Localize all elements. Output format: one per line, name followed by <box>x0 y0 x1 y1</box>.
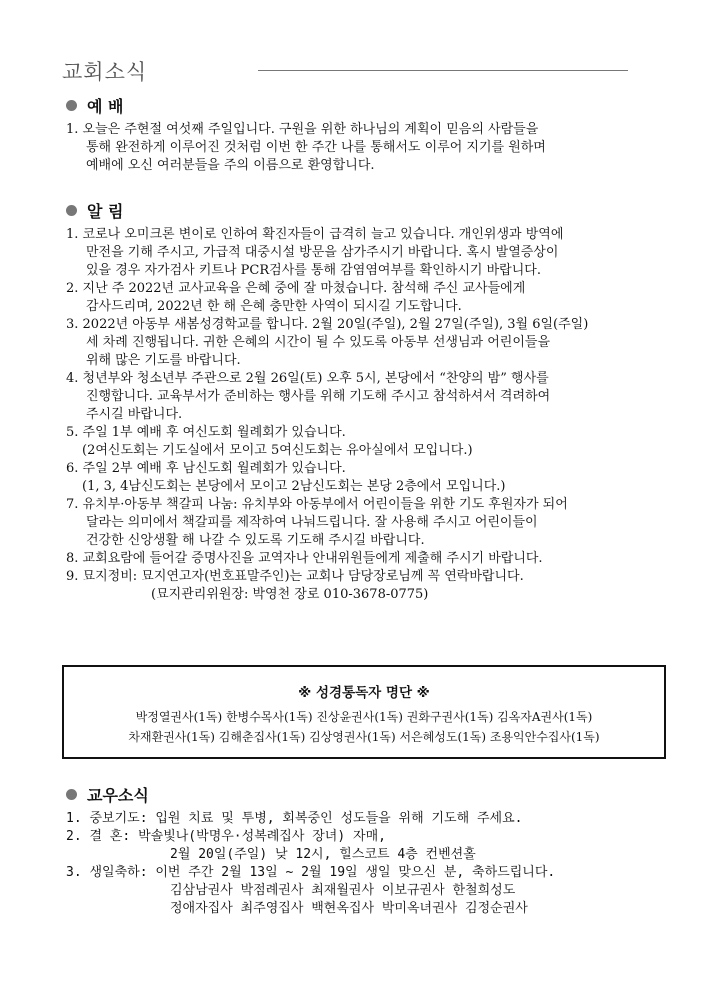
list-item <box>66 810 676 828</box>
item-line: 5. 주일 1부 예배 후 여신도회 월례회가 있습니다. <box>66 425 346 440</box>
item-line: 주시길 바랍니다. <box>86 407 183 422</box>
bullet-icon <box>66 205 77 216</box>
item-line: 2. 결 혼: 박솔빛나(박명우·성복례집사 장녀) 자매, <box>66 829 386 844</box>
item-line: 1. 코로나 오미크론 변이로 인하여 확진자들이 급격히 늘고 있습니다. 개인위생과 방역에 <box>66 227 564 242</box>
notices-heading-text: 알 림 <box>87 202 124 221</box>
list-item <box>66 370 676 424</box>
item-line: 만전을 기해 주시고, 가급적 대중시설 방문을 삼가주시기 바랍니다. 혹시 발열증상이 <box>86 245 559 260</box>
list-item <box>66 550 676 568</box>
item-line: 위해 많은 기도를 바랍니다. <box>86 353 241 368</box>
item-line: 있을 경우 자가검사 키트나 PCR검사를 통해 감염염여부를 확인하시기 바랍니다. <box>86 263 541 278</box>
list-item <box>66 460 676 496</box>
list-item <box>66 568 676 604</box>
bible-readers-line: 차재환권사(1독) 김해춘집사(1독) 김상영권사(1독) 서은혜성도(1독) 조용익안수집사(1독) <box>128 730 600 744</box>
list-item <box>66 864 676 918</box>
item-line: 7. 유치부·아동부 책갈피 나눔: 유치부와 아동부에서 어린이들을 위한 기도 후원자가 되어 <box>66 497 568 512</box>
worship-list <box>66 121 676 175</box>
list-item <box>66 121 676 175</box>
item-line: 6. 주일 2부 예배 후 남신도회 월례회가 있습니다. <box>66 461 346 476</box>
item-line: 8. 교회요람에 들어갈 증명사진을 교역자나 안내위원들에게 제출해 주시기 바랍니다. <box>66 551 543 566</box>
bible-readers-line: 박정열권사(1독) 한병수목사(1독) 진상윤권사(1독) 권화구권사(1독) 김옥자A권사(1독) <box>135 710 593 724</box>
item-line: 통해 완전하게 이루어진 것처럼 이번 한 주간 나를 통해서도 이루어 지기를 원하며 <box>86 140 546 155</box>
bible-readers-title: ※ 성경통독자 명단 ※ <box>298 685 430 701</box>
item-line: 4. 청년부와 청소년부 주관으로 2월 26일(토) 오후 5시, 본당에서 “찬양의 밤” 행사를 <box>66 371 549 386</box>
item-line: 3. 생일축하: 이번 주간 2월 13일 ~ 2월 19일 생일 맞으신 분, 축하드립니다. <box>66 865 556 880</box>
item-line: (묘지관리위원장: 박영천 장로 010-3678-0775) <box>151 587 429 602</box>
notices-heading <box>66 199 676 222</box>
member-news-list <box>66 810 676 918</box>
list-item <box>66 424 676 460</box>
item-line: 2. 지난 주 2022년 교사교육을 은혜 중에 잘 마쳤습니다. 참석해 주신 교사들에게 <box>66 281 526 296</box>
item-line: 달라는 의미에서 책갈피를 제작하여 나눠드립니다. 잘 사용해 주시고 어린이들이 <box>86 515 538 530</box>
list-item <box>66 496 676 550</box>
member-news-section <box>66 783 676 918</box>
member-news-heading-text: 교우소식 <box>87 786 149 805</box>
item-line: 3. 2022년 아동부 새봄성경학교를 합니다. 2월 20일(주일), 2월 27일(주일), 3월 6일(주일) <box>66 317 589 332</box>
list-item <box>66 226 676 280</box>
bullet-icon <box>66 789 77 800</box>
title-divider <box>258 70 628 71</box>
notices-list <box>66 226 676 604</box>
item-line: 2월 20일(주일) 낮 12시, 힐스코트 4층 컨벤션홀 <box>170 847 476 862</box>
member-news-heading <box>66 783 676 806</box>
list-item <box>66 316 676 370</box>
item-line: 진행합니다. 교육부서가 준비하는 행사를 위해 기도해 주시고 참석하셔서 격려하여 <box>86 389 551 404</box>
bullet-icon <box>66 100 77 111</box>
worship-section <box>66 94 676 175</box>
item-line: (1, 3, 4남신도회는 본당에서 모이고 2남신도회는 본당 2층에서 모입니다.) <box>82 479 506 494</box>
item-line: 9. 묘지정비: 묘지연고자(번호표말주인)는 교회나 담당장로님께 꼭 연락바랍니다. <box>66 569 524 584</box>
list-item <box>66 280 676 316</box>
item-line: 김삼남권사 박점례권사 최재월권사 이보규권사 한철희성도 <box>170 883 516 898</box>
item-line: (2여신도회는 기도실에서 모이고 5여신도회는 유아실에서 모입니다.) <box>82 443 473 458</box>
list-item <box>66 828 676 864</box>
item-line: 1. 중보기도: 입원 치료 및 투병, 회복중인 성도들을 위해 기도해 주세요. <box>66 811 523 826</box>
worship-heading <box>66 94 676 117</box>
item-line: 예배에 오신 여러분들을 주의 이름으로 환영합니다. <box>86 158 375 173</box>
item-line: 감사드리며, 2022년 한 해 은혜 충만한 사역이 되시길 기도합니다. <box>86 299 462 314</box>
item-line: 정애자집사 최주영집사 백현옥집사 박미옥녀권사 김정순권사 <box>170 901 528 916</box>
notices-section <box>66 199 676 604</box>
worship-heading-text: 예 배 <box>87 97 124 116</box>
item-line: 1. 오늘은 주현절 여섯째 주일입니다. 구원을 위한 하나님의 계획이 믿음의 사람들을 <box>66 122 539 137</box>
item-line: 건강한 신앙생활 해 나갈 수 있도록 기도해 주시길 바랍니다. <box>86 533 425 548</box>
item-line: 세 차례 진행됩니다. 귀한 은혜의 시간이 될 수 있도록 아동부 선생님과 어린이들을 <box>86 335 551 350</box>
page-title: 교회소식 <box>62 60 148 84</box>
bible-readers-box <box>62 665 666 759</box>
